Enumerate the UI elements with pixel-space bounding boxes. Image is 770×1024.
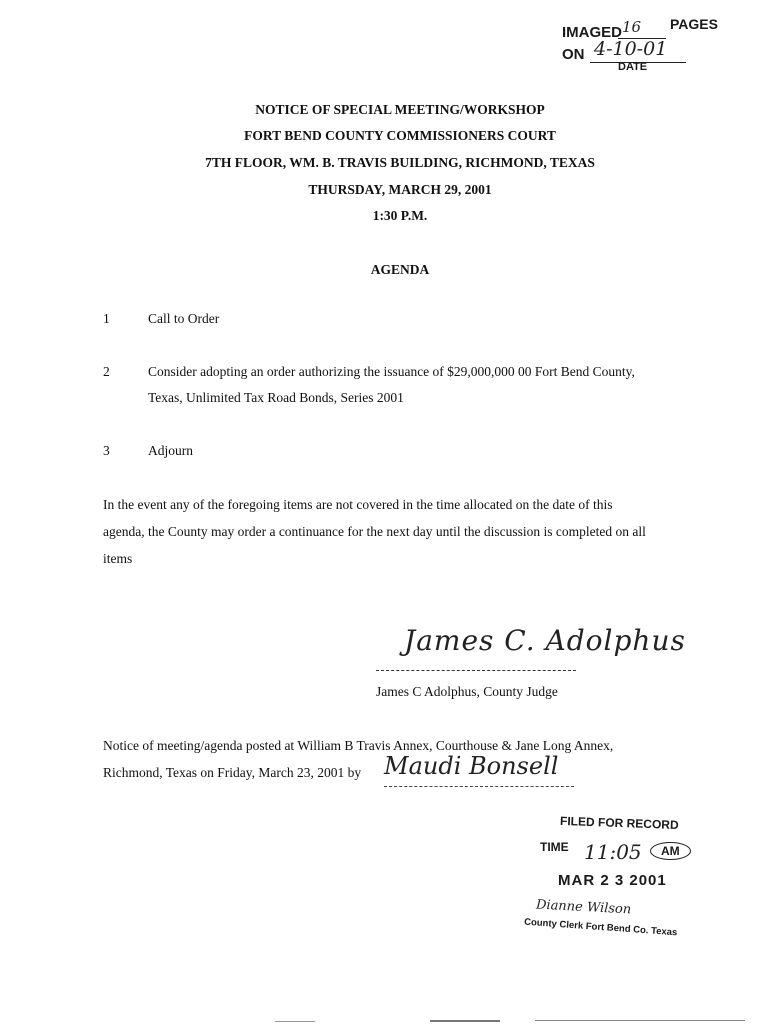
meeting-time: 1:30 P.M.	[372, 208, 428, 223]
agenda-item-number: 3	[103, 443, 110, 458]
judge-name: James C Adolphus, County Judge	[376, 684, 558, 699]
agenda-item-text: Adjourn	[148, 443, 193, 458]
scan-artifact	[430, 1020, 500, 1022]
poster-signature: Maudi Bonsell	[384, 752, 559, 780]
agenda-item-text: Texas, Unlimited Tax Road Bonds, Series 2001	[148, 390, 404, 405]
poster-signature-line	[384, 786, 574, 787]
date-label: DATE	[618, 61, 648, 73]
signature-line	[376, 670, 576, 671]
agenda-item-text: Consider adopting an order authorizing the issuance of $29,000,000 00 Fort Bend County,	[148, 364, 635, 379]
clerk-label: County Clerk Fort Bend Co. Texas	[523, 916, 678, 939]
court-name: FORT BEND COUNTY COMMISSIONERS COURT	[244, 128, 556, 143]
agenda-item-number: 1	[103, 311, 110, 326]
on-label: ON	[562, 46, 585, 63]
continuance-text: items	[103, 551, 133, 566]
meeting-date: THURSDAY, MARCH 29, 2001	[308, 182, 492, 197]
posting-notice: Notice of meeting/agenda posted at William B Travis Annex, Courthouse & Jane Long Annex,	[103, 738, 614, 753]
meeting-location: 7TH FLOOR, WM. B. TRAVIS BUILDING, RICHMOND, TEXAS	[205, 155, 595, 170]
scan-artifact	[535, 1020, 745, 1021]
imaged-label: IMAGED	[562, 24, 622, 41]
imaged-date: 4-10-01	[594, 38, 668, 60]
continuance-text: agenda, the County may order a continuance for the next day until the discussion is completed on all	[103, 524, 646, 539]
time-label: TIME	[540, 840, 569, 854]
imaged-stamp	[560, 14, 760, 76]
agenda-item-text: Call to Order	[148, 311, 220, 326]
pages-count: 16	[622, 18, 642, 36]
meeting-title: NOTICE OF SPECIAL MEETING/WORKSHOP	[255, 102, 545, 117]
filed-stamp	[520, 808, 720, 958]
filed-date: MAR 2 3 2001	[558, 872, 667, 889]
judge-signature: James C. Adolphus	[404, 624, 686, 657]
continuance-text: In the event any of the foregoing items are not covered in the time allocated on the date of this	[103, 497, 613, 512]
pages-label: PAGES	[670, 16, 718, 32]
filed-time: 11:05	[584, 840, 642, 864]
posting-notice: Richmond, Texas on Friday, March 23, 2001 by	[103, 765, 362, 780]
scan-artifact	[275, 1021, 315, 1022]
clerk-signature: Dianne Wilson	[535, 897, 632, 918]
filed-title: FILED FOR RECORD	[559, 813, 679, 833]
am-circle: AM	[650, 842, 691, 860]
agenda-title: AGENDA	[370, 262, 430, 277]
agenda-item-number: 2	[103, 364, 110, 379]
